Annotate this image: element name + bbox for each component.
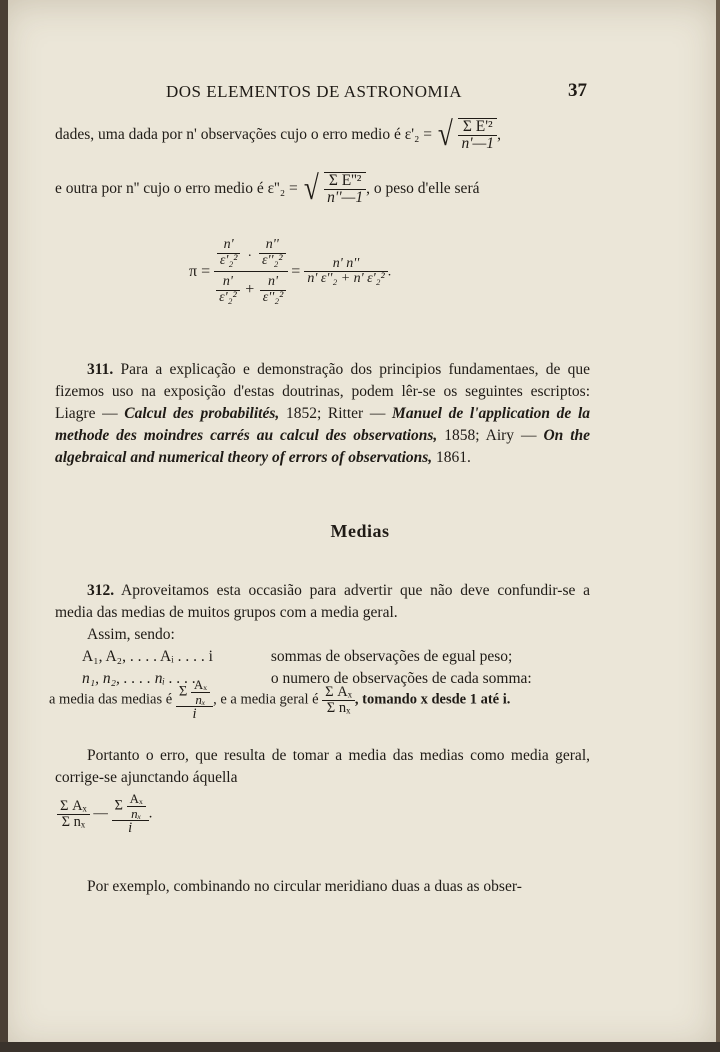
pi-lhs: π = xyxy=(189,262,211,280)
fraction-2-num: Σ E''² xyxy=(324,173,366,190)
pi-frac-d: $\frac{n'}{\text{ε''₂²}}$ xyxy=(260,275,287,305)
terms-row-1: A₁, A₂, . . . . Aᵢ . . . . i sommas de observações de egual peso; xyxy=(82,648,513,665)
terms-row-2: n₁, n₂, . . . . nᵢ . . . . o numero de observações de cada somma: xyxy=(82,670,532,687)
pi-equals: = xyxy=(291,262,301,280)
radical-sign: √ xyxy=(437,116,453,154)
pi-rhs: $\frac{n' n''}{\text{n' ε''₂ + n' ε'₂²}}$ xyxy=(304,257,387,287)
line2-text-b: , o peso d'elle será xyxy=(366,179,480,197)
fraction-1-den: n'—1 xyxy=(461,135,495,153)
line1-text: dades, uma dada por n' observações cujo o erro medio é ε'₂ = xyxy=(55,125,433,143)
pi-formula xyxy=(188,238,392,306)
running-header: DOS ELEMENTOS DE ASTRONOMIA xyxy=(166,82,463,101)
media-geral-fraction: $\frac{\text{Σ Aₓ}}{\text{Σ nₓ}}$ xyxy=(322,685,355,716)
sqrt-expression-1 xyxy=(436,118,497,153)
fraction-2 xyxy=(324,172,366,207)
formula-line-2 xyxy=(55,172,479,207)
correction-formula: $\frac{\text{Σ Aₓ}}{\text{Σ nₓ}}$ — Σ $\frac{\text{Aₓ}}{\text{nₓ}}$ i . xyxy=(57,792,152,837)
radical-sign: √ xyxy=(303,170,319,208)
pi-frac-b: $\frac{n''}{\text{ε''₂²}}$ xyxy=(259,238,286,268)
line2-text-a: e outra por n'' cujo o erro medio é ε''₂ = xyxy=(55,179,298,197)
fraction-1 xyxy=(458,118,497,153)
pi-frac-c: $\frac{n'}{\text{ε'₂²}}$ xyxy=(216,275,240,305)
formula-line-1: dades, uma dada por n' observações cujo o erro medio é ε'₂ = √ $\frac{\text{Σ E'²}}{n'—1}$ , xyxy=(55,116,501,154)
media-formula-line: a media das medias é Σ $\frac{\text{Aₓ}}{\text{nₓ}}$ i , e a media geral é $\frac{\text{Σ Aₓ}}{\text{Σ nₓ}}$ , tomando x desde 1 até i. xyxy=(49,677,511,723)
section-311-number: 311. xyxy=(87,361,114,378)
fraction-1-num: Σ E'² xyxy=(458,119,497,136)
sqrt-expression-2 xyxy=(302,172,366,207)
section-312: 312. Aproveitamos esta occasião para advertir que não deve confundir-se a media das medias de muitos grupos com a media geral. Assim, sendo: A₁, A₂, . . . . Aᵢ . . . . i sommas de observações de egual peso; n₁, n₂, . . . . nᵢ . . . . o numero de observações de cada somma: xyxy=(55,580,590,690)
fraction-2-den: n''—1 xyxy=(327,189,364,207)
media-das-medias-fraction: Σ $\frac{\text{Aₓ}}{\text{nₓ}}$ i xyxy=(176,678,213,723)
portanto-paragraph: Portanto o erro, que resulta de tomar a media das medias como media geral, corrige-se ajunctando áquella xyxy=(55,747,590,786)
page-edge-bottom xyxy=(0,1042,720,1052)
section-312-number: 312. xyxy=(87,582,115,599)
assim-line: Assim, sendo: xyxy=(87,626,175,643)
section-heading-medias: Medias xyxy=(330,521,390,541)
page-number: 37 xyxy=(568,80,587,101)
pi-formula-table: π = $\frac{n'}{\text{ε'₂²}}$ . $\frac{n''}{\text{ε''₂²}}$ = $\frac{n' n''}{\text{n' ε''₂ + n' ε'₂²}}$ . $\frac{n'}{\text{ε'₂²}}$ + $\frac{n'}{\text{ε''₂²}}$ xyxy=(189,237,392,306)
pi-frac-a: $\frac{n'}{\text{ε'₂²}}$ xyxy=(217,238,241,268)
last-line: Por exemplo, combinando no circular meridiano duas a duas as obser- xyxy=(87,878,522,895)
section-311: 311. Para a explicação e demonstração dos principios fundamentaes, de que fizemos uso na exposição d'estas doutrinas, podem lêr-se os seguintes escriptos: Liagre — Calcul des probabilités, 1852; Ritter — Manuel de l'application de la methode des moindres carrés au calcul des observations, 1858; Airy — On the algebraical and numerical theory of errors of observations, 1861. xyxy=(55,361,591,466)
